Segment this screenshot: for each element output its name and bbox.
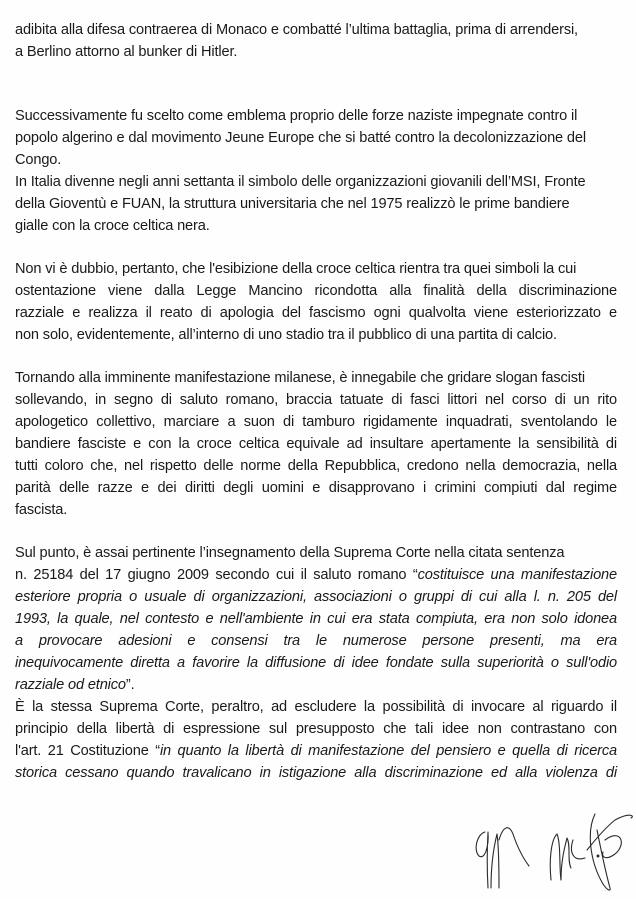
quoted-text: costituisce una manifestazione <box>417 567 617 583</box>
body-text: apologetico collettivo, marciare a suon di tamburo rigidamente inquadrati, sventolando le <box>15 414 617 430</box>
body-text: sollevando, in segno di saluto romano, braccia tatuate di fasci littori nel corso di un rito <box>15 392 617 408</box>
text-line <box>15 43 617 61</box>
text-line <box>15 632 617 650</box>
text-line <box>15 369 617 387</box>
text-line <box>15 698 617 716</box>
body-text: ”. <box>125 677 135 693</box>
body-text: bandiere fasciste e con la croce celtica equivale ad insultare apertamente la sensibilità di <box>15 436 617 452</box>
quoted-text: 1993, la quale, nel contesto e nell'ambiente in cui era stata compiuta, era non solo idonea <box>15 611 617 627</box>
body-text: principio della libertà di espressione sul presupposto che tali idee non contrastano con <box>15 721 617 737</box>
text-line <box>15 217 617 235</box>
body-text: n. 25184 del 17 giugno 2009 secondo cui il saluto romano “ <box>15 567 418 583</box>
body-text: a Berlino attorno al bunker di Hitler. <box>15 44 238 60</box>
text-line <box>15 304 617 322</box>
body-text: fascista. <box>15 502 68 518</box>
quoted-text: esteriore propria o usuale di organizzazioni, associazioni o gruppi di cui alla l. n. 205 del <box>15 589 617 605</box>
body-text: Successivamente fu scelto come emblema proprio delle forze naziste impegnate contro il <box>15 108 578 124</box>
text-line <box>15 21 617 39</box>
body-text: Non vi è dubbio, pertanto, che l'esibizione della croce celtica rientra tra quei simboli la cui <box>15 261 577 277</box>
text-line <box>15 435 617 453</box>
text-line <box>15 173 617 191</box>
text-line <box>15 282 617 300</box>
text-line <box>15 676 617 694</box>
body-text: non solo, evidentemente, all’interno di uno stadio tra il pubblico di una partita di calcio. <box>15 327 557 343</box>
body-text: ostentazione viene dalla Legge Mancino ricondotta alla finalità della discriminazione <box>15 283 617 299</box>
text-line <box>15 457 617 475</box>
body-text: Congo. <box>15 152 62 168</box>
text-line <box>15 654 617 672</box>
text-line <box>15 742 617 760</box>
body-text: l'art. 21 Costituzione “ <box>15 743 160 759</box>
quoted-text: a provocare adesioni e consensi tra le numerose persone presenti, ma era <box>15 633 617 649</box>
text-line <box>15 544 617 562</box>
quoted-text: in quanto la libertà di manifestazione del pensiero e quella di ricerca <box>159 743 617 759</box>
text-line <box>15 610 617 628</box>
body-text: razziale e realizza il reato di apologia del fascismo ogni qualvolta viene esteriorizzato e <box>15 305 617 321</box>
text-line <box>15 413 617 431</box>
quoted-text: storica cessano quando travalicano in istigazione alla discriminazione ed alla violenza di <box>15 765 617 781</box>
text-line <box>15 501 617 519</box>
body-text: adibita alla difesa contraerea di Monaco e combatté l’ultima battaglia, prima di arrendersi, <box>15 22 578 38</box>
text-line <box>15 588 617 606</box>
body-text: Sul punto, è assai pertinente l’insegnamento della Suprema Corte nella citata sentenza <box>15 545 565 561</box>
text-line <box>15 326 617 344</box>
text-line <box>15 764 617 782</box>
text-line <box>15 720 617 738</box>
text-line <box>15 129 617 147</box>
text-line <box>15 566 617 584</box>
text-line <box>15 195 617 213</box>
quoted-text: inequivocamente diretta a favorire la diffusione di idee fondate sulla superiorità o sull'odio <box>15 655 617 671</box>
text-line <box>15 107 617 125</box>
body-text: popolo algerino e dal movimento Jeune Europe che si batté contro la decolonizzazione del <box>15 130 586 146</box>
body-text: gialle con la croce celtica nera. <box>15 218 210 234</box>
body-text: parità delle razze e dei diritti degli uomini e disapprovano i crimini compiuti dal regime <box>15 480 617 496</box>
text-line <box>15 391 617 409</box>
body-text: In Italia divenne negli anni settanta il simbolo delle organizzazioni giovanili dell’MSI, Fronte <box>15 174 586 190</box>
body-text: È la stessa Suprema Corte, peraltro, ad escludere la possibilità di invocare al riguardo il <box>15 699 617 715</box>
text-line <box>15 260 617 278</box>
body-text: tutti coloro che, nel rispetto delle norme della Repubblica, credono nella democrazia, nella <box>15 458 617 474</box>
text-line <box>15 479 617 497</box>
body-text: della Gioventù e FUAN, la struttura universitaria che nel 1975 realizzò le prime bandiere <box>15 196 570 212</box>
handwritten-signature-icon <box>455 810 636 899</box>
body-text: Tornando alla imminente manifestazione milanese, è innegabile che gridare slogan fascisti <box>15 370 585 386</box>
quoted-text: razziale od etnico <box>15 677 126 693</box>
text-line <box>15 151 617 169</box>
